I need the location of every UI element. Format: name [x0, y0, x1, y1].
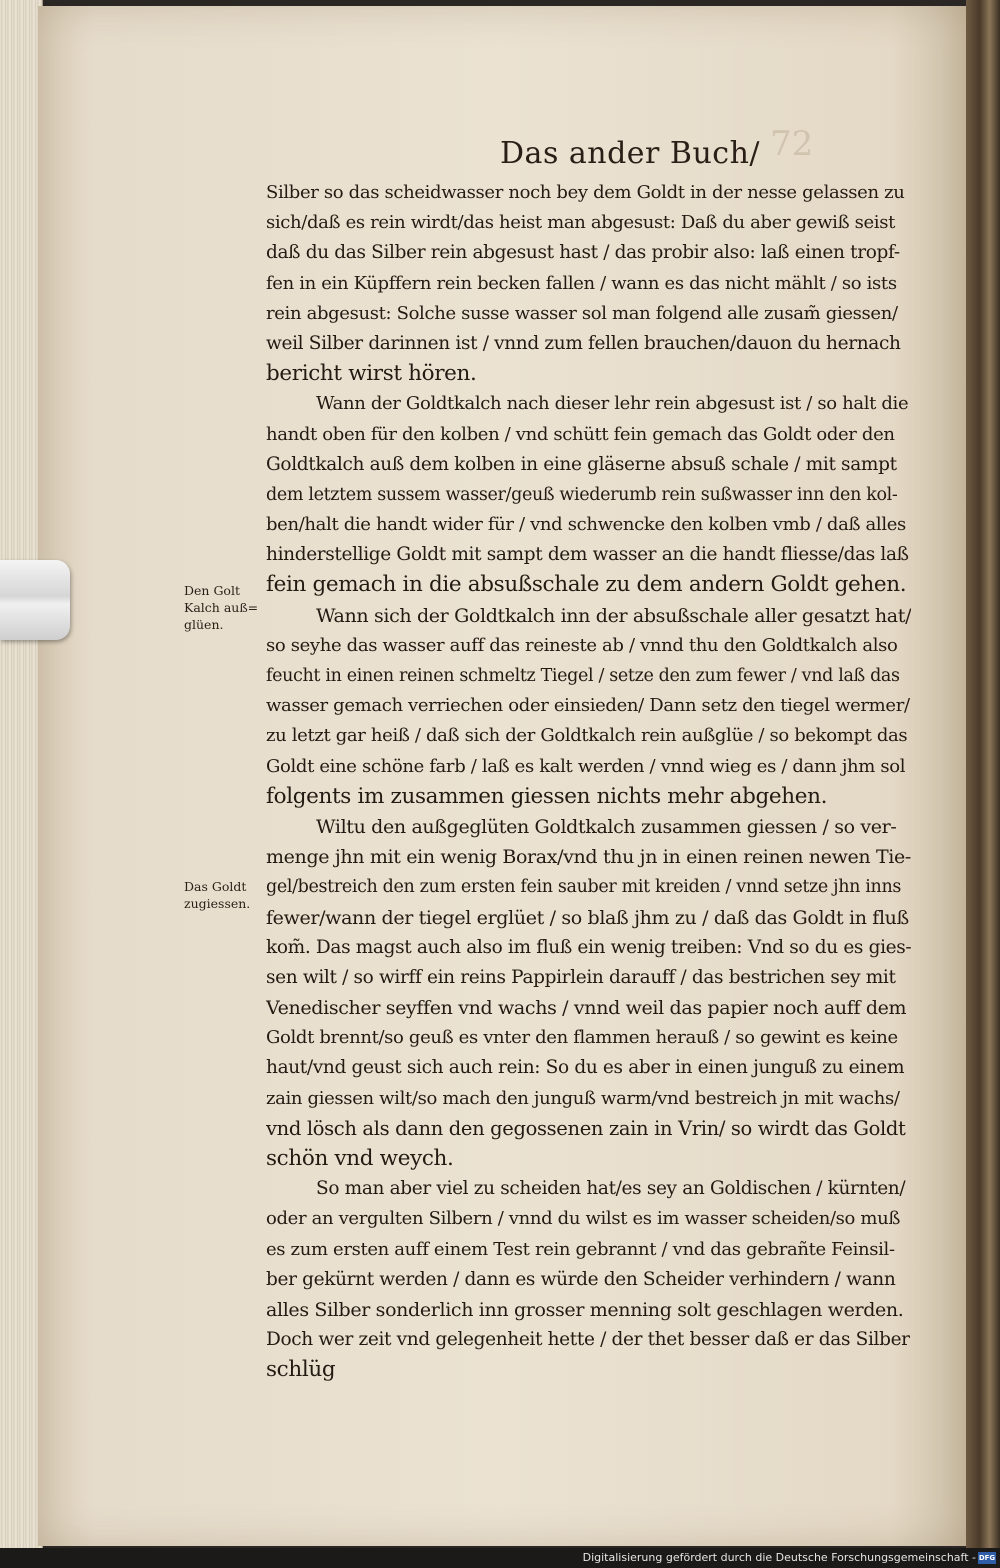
text-line: folgents im zusammen giessen nichts mehr abgehen.: [266, 783, 828, 809]
text-line: dem letztem sussem wasser/geuß wiederumb rein sußwasser inn den kol-: [266, 484, 898, 505]
text-line: handt oben für den kolben / vnd schütt fein gemach das Goldt oder den: [266, 423, 895, 445]
text-line: hinderstellige Goldt mit sampt dem wasser an die handt fliesse/das laß: [266, 544, 909, 566]
text-line: gel/bestreich den zum ersten fein sauber mit kreiden / vnnd setze jhn inns: [266, 877, 901, 898]
margin-note-goldkalch: [184, 582, 266, 633]
text-line: wasser gemach verriechen oder einsieden/ Dann setz den tiegel wermer/: [266, 695, 910, 717]
margin-note-line: Kalch auß=: [184, 600, 259, 615]
page-clip: [0, 560, 70, 640]
margin-note-line: Den Golt: [184, 583, 240, 598]
text-line: rein abgesust: Solche susse wasser sol man folgend alle zusam̃ giessen/: [266, 302, 898, 324]
text-line: Goldtkalch auß dem kolben in eine gläserne absuß schale / mit sampt: [266, 453, 897, 475]
text-line: bericht wirst hören.: [266, 361, 477, 387]
text-line: vnd lösch als dann den gegossenen zain in Vrin/ so wirdt das Goldt: [266, 1116, 906, 1140]
text-line: alles Silber sonderlich inn grosser menning solt geschlagen werden.: [266, 1298, 904, 1321]
text-line: Goldt eine schöne farb / laß es kalt werden / vnnd wieg es / dann jhm sol: [266, 755, 906, 777]
text-line: zu letzt gar heiß / daß sich der Goldtkalch rein außglüe / so bekompt das: [266, 725, 908, 747]
text-line: Wiltu den außgeglüten Goldtkalch zusammen giessen / so ver-: [316, 815, 897, 838]
text-line: schön vnd weych.: [266, 1146, 454, 1171]
running-head: Das ander Buch/: [500, 136, 761, 171]
text-line: haut/vnd geust sich auch rein: So du es aber in einen junguß zu einem: [266, 1057, 905, 1079]
ghost-page-number: 72: [770, 124, 814, 164]
text-line: ben/halt die handt wider für / vnd schwencke den kolben vmb / daß alles: [266, 514, 906, 536]
text-line: sich/daß es rein wirdt/das heist man abgesust: Daß du aber gewiß seist: [266, 212, 895, 234]
text-line: So man aber viel zu scheiden hat/es sey an Goldischen / kürnten/: [316, 1178, 906, 1200]
text-line: ber gekürnt werden / dann es würde den Scheider verhindern / wann: [266, 1268, 896, 1290]
margin-note-line: glüen.: [184, 617, 224, 632]
text-line: Doch wer zeit vnd gelegenheit hette / der thet besser daß er das Silber: [266, 1329, 910, 1351]
book-cover-edge: [966, 0, 1000, 1548]
text-line: weil Silber darinnen ist / vnnd zum fellen brauchen/dauon du hernach: [266, 332, 901, 354]
text-line: fewer/wann der tiegel erglüet / so blaß jhm zu / daß das Goldt in fluß: [266, 906, 909, 929]
text-line: so seyhe das wasser auff das reineste ab / vnnd thu den Goldtkalch also: [266, 634, 898, 656]
text-line: daß du das Silber rein abgesust hast / das probir also: laß einen tropf-: [266, 242, 900, 264]
text-line: es zum ersten auff einem Test rein gebrannt / vnd das gebrañte Feinsil-: [266, 1238, 895, 1260]
text-line: schlüg: [266, 1357, 336, 1383]
text-line: menge jhn mit ein wenig Borax/vnd thu jn in einen reinen newen Tie-: [266, 846, 911, 869]
text-line: fein gemach in die absußschale zu dem andern Goldt gehen.: [266, 572, 907, 598]
text-line: Wann der Goldtkalch nach dieser lehr rein abgesust ist / so halt die: [316, 393, 909, 415]
footer-bar: [0, 1548, 1000, 1568]
text-line: Goldt brennt/so geuß es vnter den flammen herauß / so gewint es keine: [266, 1027, 898, 1049]
text-line: Wann sich der Goldtkalch inn der absußschale aller gesatzt hat/: [316, 604, 911, 627]
text-line: Silber so das scheidwasser noch bey dem Goldt in der nesse gelassen zu: [266, 182, 905, 203]
text-line: fen in ein Küpffern rein becken fallen / wann es das nicht mählt / so ists: [266, 272, 897, 294]
margin-note-goldt-giessen: [184, 878, 266, 912]
text-line: kom̃. Das magst auch also im fluß ein wenig treiben: Vnd so du es gies-: [266, 936, 911, 958]
text-line: feucht in einen reinen schmeltz Tiegel / setze den zum fewer / vnd laß das: [266, 666, 900, 686]
body-text: [266, 178, 911, 1386]
text-line: sen wilt / so wirff ein reins Pappirlein darauff / das bestrichen sey mit: [266, 966, 896, 988]
funding-credit: Digitalisierung gefördert durch die Deutsche Forschungsgemeinschaft -: [582, 1551, 976, 1564]
text-line: oder an vergulten Silbern / vnnd du wilst es im wasser scheiden/so muß: [266, 1208, 901, 1230]
text-line: zain giessen wilt/so mach den junguß warm/vnd bestreich jn mit wachs/: [266, 1087, 900, 1109]
margin-note-line: zugiessen.: [184, 896, 251, 911]
dfg-logo: DFG: [978, 1554, 996, 1562]
book-page-edges: [0, 0, 43, 1548]
margin-note-line: Das Goldt: [184, 879, 247, 894]
text-line: Venedischer seyffen vnd wachs / vnnd weil das papier noch auff dem: [266, 997, 907, 1020]
